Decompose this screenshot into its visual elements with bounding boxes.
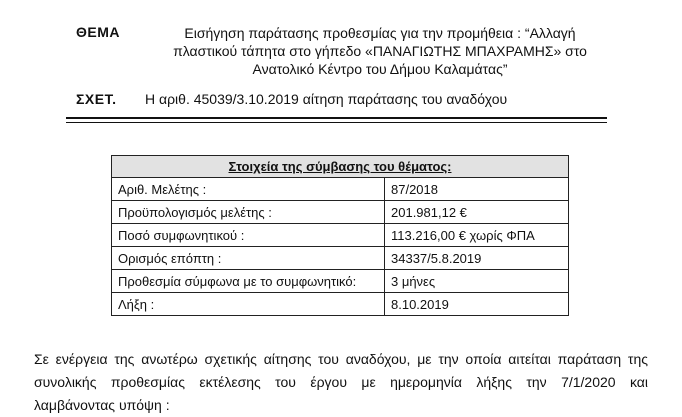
table-row [112,178,569,201]
row-value: 87/2018 [385,178,569,201]
row-label: Ποσό συμφωνητικού : [112,224,385,247]
table-row [112,270,569,293]
reference-label: ΣΧΕΤ. [76,91,117,107]
row-value: 201.981,12 € [385,201,569,224]
table-row [112,247,569,270]
subject-label: ΘΕΜΑ [76,24,120,40]
divider-thick [66,117,607,119]
subject-line: πλαστικού τάπητα στο γήπεδο «ΠΑΝΑΓΙΩΤΗΣ ΜΠΑΧΡΑΜΗΣ» στο [173,43,587,59]
paragraph-line: συνολικής προθεσμίας εκτέλεσης του έργου με ημερομηνία λήξης την 7/1/2020 και [34,374,648,390]
table-title: Στοιχεία της σύμβασης του θέματος: [112,156,569,178]
table-header-row [112,156,569,178]
subject-text [145,24,615,78]
paragraph-line: λαμβάνοντας υπόψη : [34,397,170,413]
table-row [112,293,569,316]
reference-text: Η αριθ. 45039/3.10.2019 αίτηση παράτασης του αναδόχου [145,91,508,107]
row-value: 3 μήνες [385,270,569,293]
table-row [112,224,569,247]
body-paragraph [34,348,648,417]
row-label: Λήξη : [112,293,385,316]
row-label: Προϋπολογισμός μελέτης : [112,201,385,224]
contract-details-table [111,155,569,316]
row-label: Αριθ. Μελέτης : [112,178,385,201]
paragraph-line: Σε ενέργεια της ανωτέρω σχετικής αίτησης του αναδόχου, με την οποία αιτείται παράταση της [34,351,648,367]
table-row [112,201,569,224]
row-value: 113.216,00 € χωρίς ΦΠΑ [385,224,569,247]
row-label: Ορισμός επόπτη : [112,247,385,270]
divider-thin [66,122,607,123]
row-value: 8.10.2019 [385,293,569,316]
row-value: 34337/5.8.2019 [385,247,569,270]
subject-line: Ανατολικό Κέντρο του Δήμου Καλαμάτας” [252,61,508,77]
subject-line: Εισήγηση παράτασης προθεσμίας για την προμήθεια : “Αλλαγή [184,25,576,41]
row-label: Προθεσμία σύμφωνα με το συμφωνητικό: [112,270,385,293]
